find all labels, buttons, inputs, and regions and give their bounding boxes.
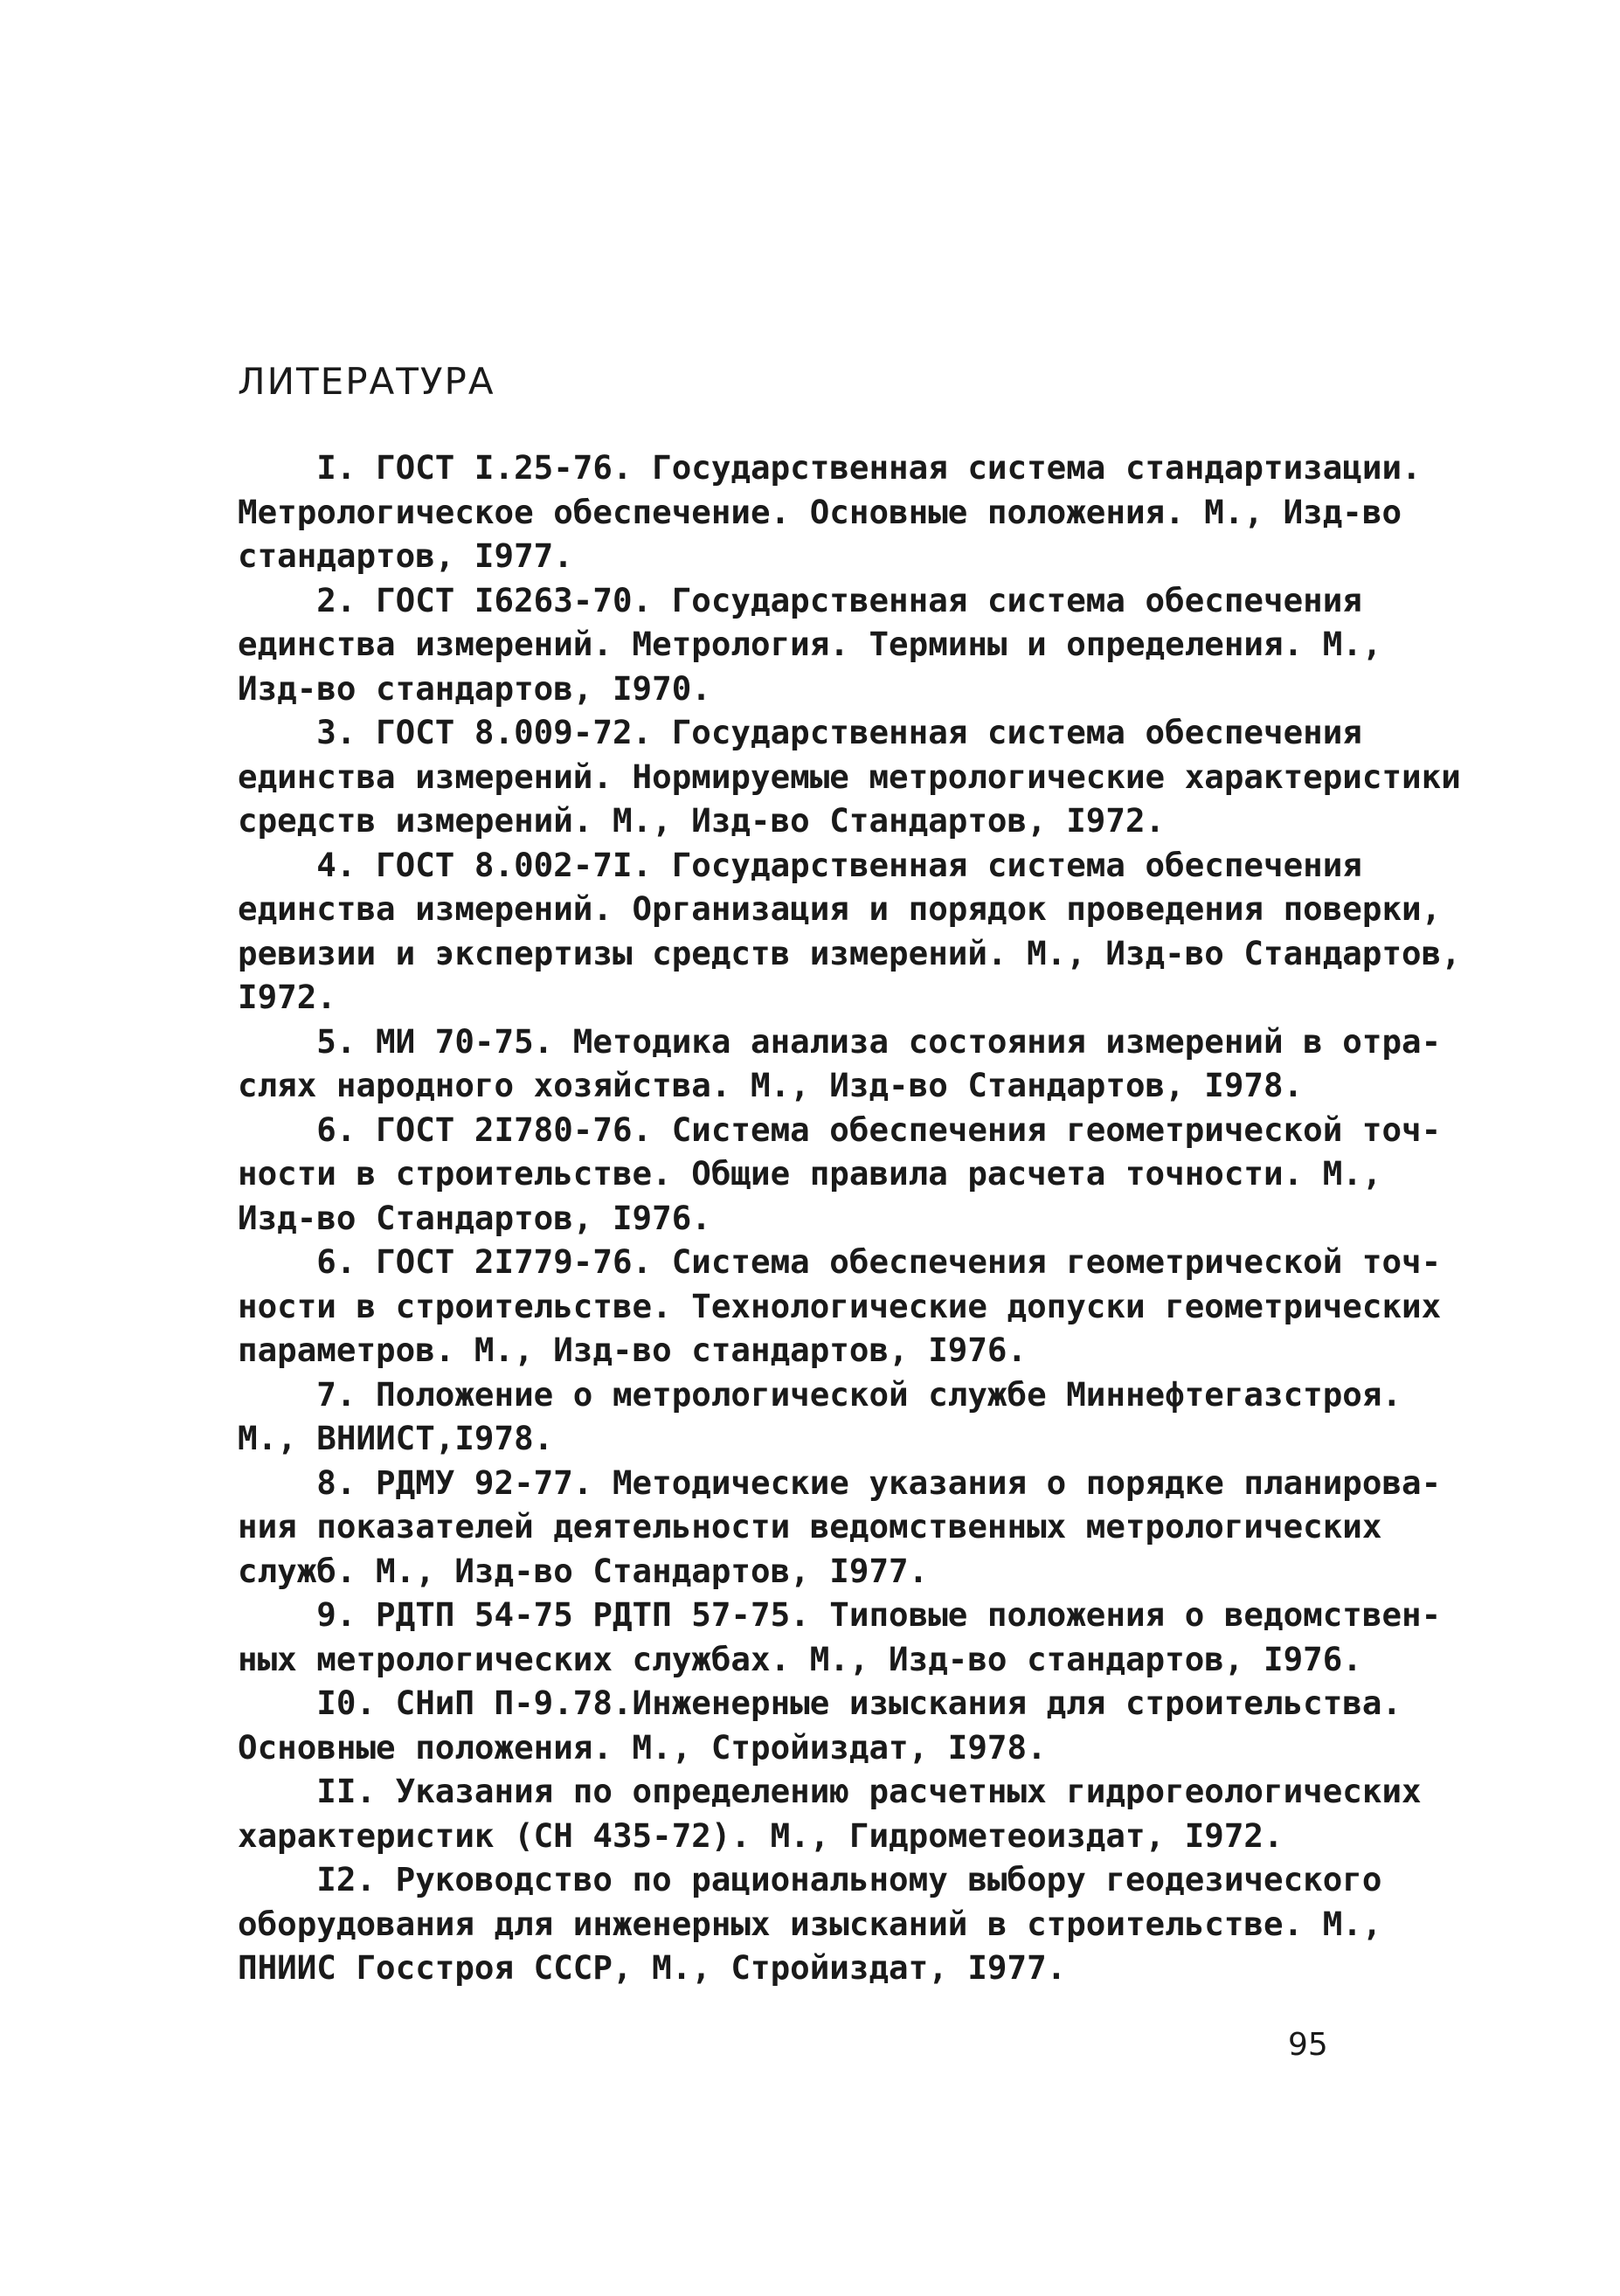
reference-line: Основные положения. М., Стройиздат, I978.	[238, 1727, 1047, 1767]
reference-line: параметров. М., Изд-во стандартов, I976.	[238, 1331, 1028, 1369]
reference-line: ния показателей деятельности ведомственных метрологических	[238, 1507, 1382, 1546]
reference-line: Метрологическое обеспечение. Основные положения. М., Изд-во	[238, 492, 1402, 531]
reference-line: 2. ГОСТ I6263-70. Государственная система обеспечения	[238, 580, 1362, 619]
reference-item	[238, 710, 1461, 843]
reference-line: единства измерений. Организация и порядок проведения поверки,	[238, 889, 1442, 928]
reference-item	[238, 446, 1422, 578]
reference-line: единства измерений. Метрология. Термины и определения. М.,	[238, 625, 1382, 663]
reference-item	[238, 1769, 1422, 1857]
reference-line: I. ГОСТ I.25-76. Государственная система стандартизации.	[238, 448, 1422, 487]
reference-list	[238, 446, 1461, 1990]
reference-line: 6. ГОСТ 2I779-76. Система обеспечения геометрической точ-	[238, 1242, 1442, 1281]
reference-item	[238, 1681, 1402, 1769]
reference-line: ности в строительстве. Технологические допуски геометрических	[238, 1286, 1442, 1325]
reference-line: ных метрологических службах. М., Изд-во стандартов, I976.	[238, 1639, 1362, 1678]
reference-line: ревизии и экспертизы средств измерений. М., Изд-во Стандартов,	[238, 933, 1461, 972]
reference-line: служб. М., Изд-во Стандартов, I977.	[238, 1551, 929, 1590]
reference-item	[238, 1373, 1402, 1461]
reference-line: 7. Положение о метрологической службе Миннефтегазстроя.	[238, 1374, 1402, 1414]
reference-line: стандартов, I977.	[238, 536, 573, 575]
reference-line: слях народного хозяйства. М., Изд-во Стандартов, I978.	[238, 1066, 1304, 1104]
reference-line: 3. ГОСТ 8.009-72. Государственная система обеспечения	[238, 713, 1362, 751]
reference-line: ПНИИС Госстроя СССР, М., Стройиздат, I977.	[238, 1948, 1067, 1987]
reference-item	[238, 1857, 1382, 1990]
page-number: 95	[1288, 2027, 1328, 2063]
reference-line: ности в строительстве. Общие правила расчета точности. М.,	[238, 1154, 1382, 1193]
reference-item	[238, 843, 1461, 1020]
reference-line: I2. Руководство по рациональному выбору геодезического	[238, 1860, 1382, 1898]
reference-line: Изд-во Стандартов, I976.	[238, 1198, 711, 1237]
page-heading: ЛИТЕРАТУРА	[238, 360, 495, 403]
reference-line: I0. СНиП П-9.78.Инженерные изыскания для строительства.	[238, 1684, 1402, 1722]
reference-item	[238, 1461, 1442, 1594]
reference-line: II. Указания по определению расчетных гидрогеологических	[238, 1772, 1422, 1810]
reference-line: 5. МИ 70-75. Методика анализа состояния измерений в отра-	[238, 1021, 1442, 1061]
reference-line: средств измерений. М., Изд-во Стандартов, I972.	[238, 801, 1166, 840]
reference-line: 4. ГОСТ 8.002-7I. Государственная система обеспечения	[238, 845, 1362, 884]
reference-item	[238, 1240, 1442, 1373]
reference-line: 8. РДМУ 92-77. Методические указания о порядке планирова-	[238, 1463, 1442, 1502]
reference-line: I972.	[238, 978, 336, 1016]
reference-item	[238, 1593, 1442, 1681]
reference-line: Изд-во стандартов, I970.	[238, 668, 711, 708]
reference-item	[238, 578, 1382, 711]
reference-line: 6. ГОСТ 2I780-76. Система обеспечения геометрической точ-	[238, 1110, 1442, 1149]
reference-line: оборудования для инженерных изысканий в строительстве. М.,	[238, 1904, 1382, 1943]
reference-line: 9. РДТП 54-75 РДТП 57-75. Типовые положения о ведомствен-	[238, 1595, 1442, 1634]
reference-line: единства измерений. Нормируемые метрологические характеристики	[238, 757, 1461, 796]
reference-line: М., ВНИИСТ,I978.	[238, 1419, 554, 1457]
reference-line: характеристик (СН 435-72). М., Гидрометеоиздат, I972.	[238, 1815, 1284, 1855]
reference-item	[238, 1020, 1442, 1108]
reference-item	[238, 1108, 1442, 1241]
